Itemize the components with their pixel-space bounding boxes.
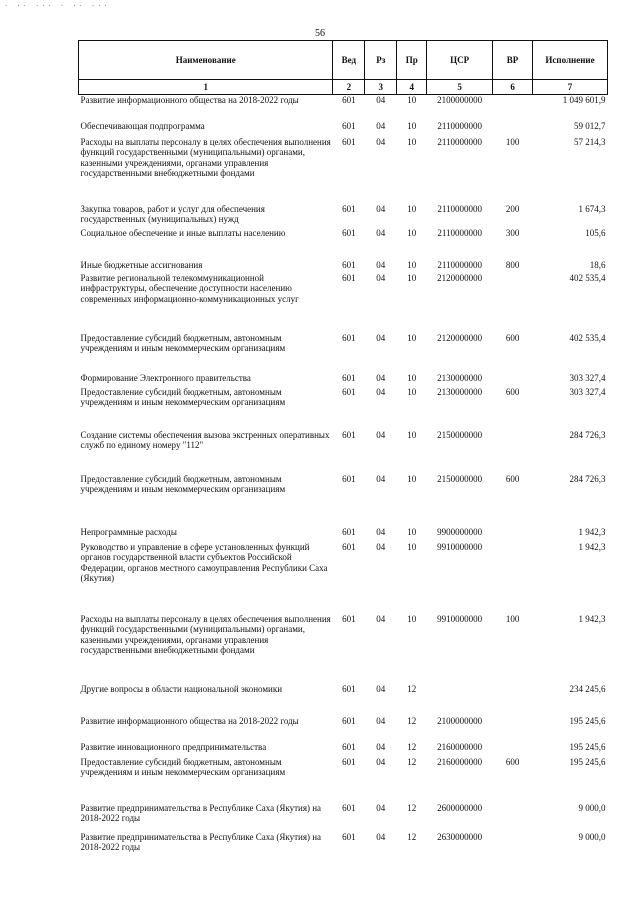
row-rz: 04 <box>376 259 386 270</box>
table-row <box>79 373 608 387</box>
page-number: 56 <box>315 28 325 39</box>
table-row <box>79 742 608 757</box>
table-row <box>79 474 608 527</box>
row-pr: 12 <box>407 756 417 767</box>
row-vr: 300 <box>505 227 520 238</box>
column-number-row <box>79 80 608 95</box>
row-ved: 601 <box>342 831 356 842</box>
row-vr <box>493 832 533 862</box>
row-ved: 601 <box>342 473 356 484</box>
table-row <box>79 684 608 716</box>
row-rz: 04 <box>376 227 386 238</box>
column-number: 2 <box>333 80 365 95</box>
row-pr: 10 <box>407 372 417 383</box>
column-number: 6 <box>493 80 533 95</box>
row-name: Непрограммные расходы <box>80 526 177 537</box>
row-ved: 601 <box>342 683 356 694</box>
table-row <box>79 832 608 862</box>
row-rz: 04 <box>376 272 386 283</box>
row-rz: 04 <box>376 541 386 552</box>
row-csr: 2150000000 <box>437 429 483 440</box>
row-csr: 2160000000 <box>437 741 483 752</box>
row-vr <box>493 803 533 832</box>
row-vr <box>493 430 533 474</box>
table-row <box>79 204 608 228</box>
row-csr: 2110000000 <box>437 259 482 270</box>
header-name: Наименование <box>79 41 333 80</box>
header-exec: Исполнение <box>533 41 608 80</box>
column-number: 7 <box>533 80 608 95</box>
table-row <box>79 542 608 614</box>
row-rz: 04 <box>376 613 386 624</box>
row-csr: 2160000000 <box>437 756 483 767</box>
row-name: Руководство и управление в сфере установленных функций органов государственной власти субъектов Российской Федерации, органов местного самоуправления Республики Саха (Якутия) <box>80 541 328 583</box>
row-csr: 2100000000 <box>437 95 483 105</box>
row-pr: 10 <box>407 526 417 537</box>
row-exec: 195 245,6 <box>569 756 606 767</box>
table-row <box>79 387 608 430</box>
table-row <box>79 803 608 832</box>
row-vr <box>493 121 533 137</box>
row-pr: 10 <box>407 95 417 105</box>
row-vr <box>493 742 533 757</box>
table-row <box>79 757 608 803</box>
row-vr <box>493 527 533 542</box>
row-exec: 18,6 <box>589 259 606 270</box>
row-vr: 600 <box>505 386 520 397</box>
row-exec: 303 327,4 <box>569 372 606 383</box>
row-ved: 601 <box>342 136 356 147</box>
row-vr: 600 <box>505 756 520 767</box>
header-csr: ЦСР <box>427 41 493 80</box>
row-ved: 601 <box>342 259 356 270</box>
row-csr: 2630000000 <box>437 831 483 842</box>
row-ved: 601 <box>342 95 356 105</box>
row-csr: 2110000000 <box>437 136 482 147</box>
row-pr: 12 <box>407 831 417 842</box>
column-number: 3 <box>365 80 397 95</box>
table-row <box>79 121 608 137</box>
table-row <box>79 333 608 373</box>
row-pr: 12 <box>407 741 417 752</box>
row-ved: 601 <box>342 272 356 283</box>
row-pr: 10 <box>407 473 417 484</box>
row-rz: 04 <box>376 120 386 131</box>
row-exec: 402 535,4 <box>569 272 606 283</box>
table-row <box>79 228 608 260</box>
row-csr: 9900000000 <box>437 526 483 537</box>
row-exec: 303 327,4 <box>569 386 606 397</box>
row-vr: 100 <box>505 136 520 147</box>
row-exec: 105,6 <box>585 227 606 238</box>
row-ved: 601 <box>342 203 356 214</box>
row-name: Предоставление субсидий бюджетным, автономным учреждениям и иным некоммерческим организациям <box>80 756 286 777</box>
column-number: 4 <box>397 80 427 95</box>
row-name: Предоставление субсидий бюджетным, автономным учреждениям и иным некоммерческим организациям <box>80 386 286 407</box>
row-exec: 195 245,6 <box>569 741 606 752</box>
row-name: Иные бюджетные ассигнования <box>80 259 203 270</box>
row-pr: 12 <box>407 683 417 694</box>
row-ved: 601 <box>342 120 356 131</box>
row-csr <box>427 684 493 716</box>
header-rz: Рз <box>365 41 397 80</box>
row-csr: 2110000000 <box>437 227 482 238</box>
column-number: 1 <box>79 80 333 95</box>
row-csr: 9910000000 <box>437 613 483 624</box>
row-csr: 2100000000 <box>437 715 483 726</box>
row-name: Социальное обеспечение и иные выплаты населению <box>80 227 286 238</box>
row-csr: 2150000000 <box>437 473 483 484</box>
row-csr: 2130000000 <box>437 386 483 397</box>
row-ved: 601 <box>342 802 356 813</box>
row-name: Развитие предпринимательства в Республике Саха (Якутия) на 2018-2022 годы <box>80 831 322 852</box>
row-csr: 2120000000 <box>437 332 483 343</box>
table-row <box>79 137 608 204</box>
row-vr: 200 <box>505 203 520 214</box>
row-ved: 601 <box>342 741 356 752</box>
row-ved: 601 <box>342 332 356 343</box>
row-rz: 04 <box>376 386 386 397</box>
row-pr: 10 <box>407 120 417 131</box>
row-name: Расходы на выплаты персоналу в целях обеспечения выполнения функций государственными (муниципальными) органами, казенными учреждениями, органами управления государственными внебюджетными фондами <box>80 613 331 655</box>
row-vr <box>493 716 533 742</box>
row-name: Предоставление субсидий бюджетным, автономным учреждениям и иным некоммерческим организациям <box>80 332 286 353</box>
row-name: Другие вопросы в области национальной экономики <box>80 683 283 694</box>
row-exec: 9 000,0 <box>578 802 606 813</box>
row-exec: 1 674,3 <box>578 203 606 214</box>
row-vr: 600 <box>505 332 520 343</box>
table-row <box>79 95 608 121</box>
row-exec: 195 245,6 <box>569 715 606 726</box>
budget-table <box>78 40 608 862</box>
row-pr: 12 <box>407 715 417 726</box>
row-csr: 9910000000 <box>437 541 483 552</box>
row-ved: 601 <box>342 429 356 440</box>
row-rz: 04 <box>376 741 386 752</box>
row-csr: 2600000000 <box>437 802 483 813</box>
row-pr: 10 <box>407 386 417 397</box>
row-ved: 601 <box>342 227 356 238</box>
row-pr: 10 <box>407 429 417 440</box>
row-pr: 10 <box>407 259 417 270</box>
row-rz: 04 <box>376 831 386 842</box>
row-name: Закупка товаров, работ и услуг для обеспечения государственных (муниципальных) нужд <box>80 203 265 224</box>
row-rz: 04 <box>376 473 386 484</box>
row-pr: 10 <box>407 136 417 147</box>
row-rz: 04 <box>376 715 386 726</box>
header-row <box>79 41 608 80</box>
row-rz: 04 <box>376 429 386 440</box>
table-row <box>79 260 608 273</box>
row-ved: 601 <box>342 613 356 624</box>
row-pr: 10 <box>407 332 417 343</box>
row-name: Создание системы обеспечения вызова экстренных оперативных служб по единому номеру "112" <box>80 429 330 450</box>
row-vr <box>493 542 533 614</box>
row-ved: 601 <box>342 756 356 767</box>
row-ved: 601 <box>342 372 356 383</box>
row-pr: 10 <box>407 613 417 624</box>
row-vr: 800 <box>505 259 520 270</box>
row-exec: 1 942,3 <box>578 613 606 624</box>
row-ved: 601 <box>342 541 356 552</box>
row-pr: 10 <box>407 272 417 283</box>
row-exec: 59 012,7 <box>574 120 606 131</box>
row-name: Развитие региональной телекоммуникационной инфраструктуры, обеспечение доступности населению современных информационно-коммуникационных услуг <box>80 272 299 304</box>
row-rz: 04 <box>376 683 386 694</box>
row-vr: 600 <box>505 473 520 484</box>
table-row <box>79 527 608 542</box>
row-pr: 10 <box>407 203 417 214</box>
row-vr <box>493 684 533 716</box>
row-pr: 12 <box>407 802 417 813</box>
row-exec: 284 726,3 <box>569 429 606 440</box>
header-vr: ВР <box>493 41 533 80</box>
row-pr: 10 <box>407 227 417 238</box>
row-rz: 04 <box>376 136 386 147</box>
row-exec: 402 535,4 <box>569 332 606 343</box>
row-name: Развитие инновационного предпринимательства <box>80 741 267 752</box>
row-exec: 284 726,3 <box>569 473 606 484</box>
table-row <box>79 273 608 333</box>
column-number: 5 <box>427 80 493 95</box>
row-rz: 04 <box>376 372 386 383</box>
row-name: Развитие предпринимательства в Республике Саха (Якутия) на 2018-2022 годы <box>80 802 322 823</box>
row-ved: 601 <box>342 715 356 726</box>
row-rz: 04 <box>376 526 386 537</box>
row-exec: 1 049 601,9 <box>562 95 606 105</box>
row-csr: 2130000000 <box>437 372 483 383</box>
row-rz: 04 <box>376 95 386 105</box>
row-exec: 234 245,6 <box>569 683 606 694</box>
row-name: Формирование Электронного правительства <box>80 372 251 383</box>
row-csr: 2110000000 <box>437 120 482 131</box>
row-rz: 04 <box>376 802 386 813</box>
row-ved: 601 <box>342 386 356 397</box>
row-rz: 04 <box>376 756 386 767</box>
header-pr: Пр <box>397 41 427 80</box>
row-name: Обеспечивающая подпрограмма <box>80 120 205 131</box>
row-csr: 2110000000 <box>437 203 482 214</box>
table-body <box>79 95 608 862</box>
table-row <box>79 614 608 684</box>
row-name: Развитие информационного общества на 2018-2022 годы <box>80 715 299 726</box>
row-name: Предоставление субсидий бюджетным, автономным учреждениям и иным некоммерческим организациям <box>80 473 286 494</box>
row-name: Развитие информационного общества на 2018-2022 годы <box>80 95 299 105</box>
row-ved: 601 <box>342 526 356 537</box>
header-ved: Вед <box>333 41 365 80</box>
scan-marks: · ·· ··· · ·· ··· <box>4 2 110 10</box>
row-vr <box>493 95 533 121</box>
row-exec: 1 942,3 <box>578 526 606 537</box>
row-vr: 100 <box>505 613 520 624</box>
row-pr: 10 <box>407 541 417 552</box>
row-exec: 1 942,3 <box>578 541 606 552</box>
table-row <box>79 716 608 742</box>
row-exec: 57 214,3 <box>574 136 606 147</box>
row-csr: 2120000000 <box>437 272 483 283</box>
row-rz: 04 <box>376 203 386 214</box>
row-rz: 04 <box>376 332 386 343</box>
row-exec: 9 000,0 <box>578 831 606 842</box>
table-row <box>79 430 608 474</box>
row-vr <box>493 273 533 333</box>
row-vr <box>493 373 533 387</box>
row-name: Расходы на выплаты персоналу в целях обеспечения выполнения функций государственными (муниципальными) органами, казенными учреждениями, органами управления государственными внебюджетными фондами <box>80 136 331 178</box>
